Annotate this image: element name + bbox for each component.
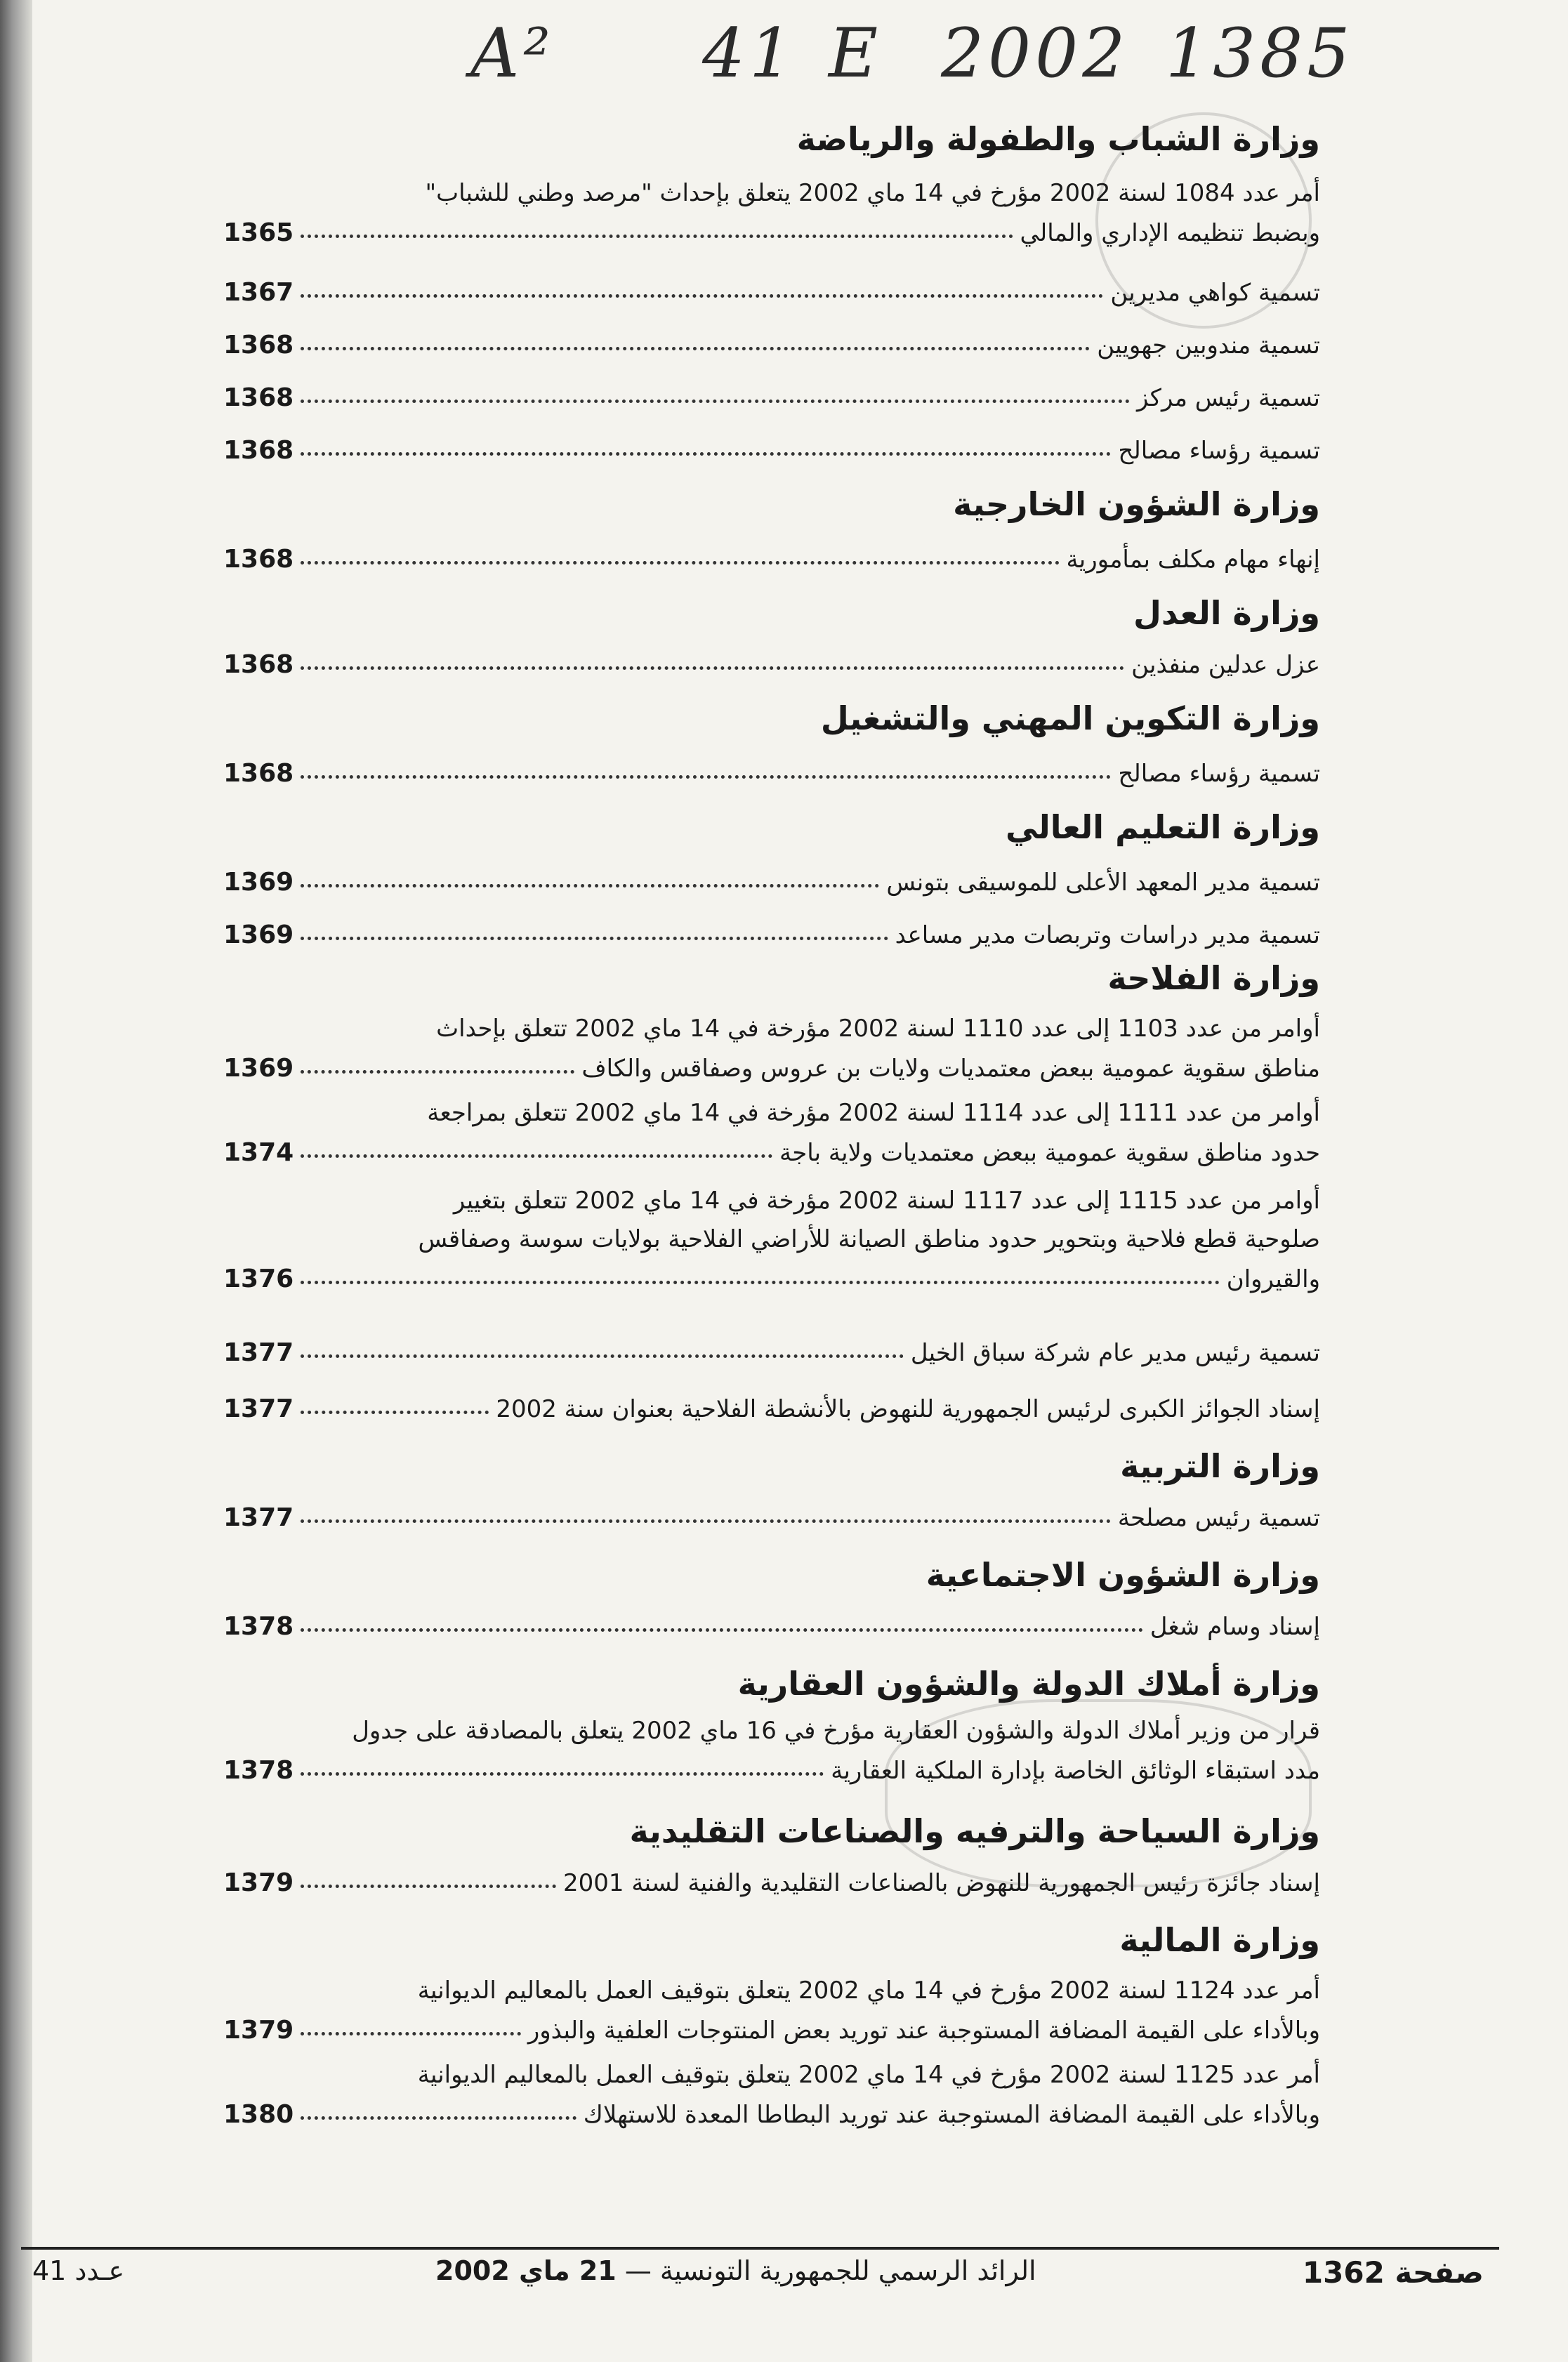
leader-dots: [301, 1628, 1143, 1632]
entry-text-line: حدود مناطق سقوية عمومية ببعض معتمديات ولاية باجة: [779, 1139, 1320, 1168]
section-heading: وزارة الفلاحة: [1107, 959, 1320, 997]
toc-entry[interactable]: [223, 1338, 1320, 1368]
entry-page-number: 1377: [223, 1338, 294, 1367]
entry-row: [223, 758, 1320, 789]
leader-dots: [301, 1772, 824, 1776]
entry-row: [223, 218, 1320, 248]
entry-text-line: والقيروان: [1226, 1265, 1320, 1293]
entry-page-number: 1378: [223, 1612, 294, 1641]
entry-row: [223, 1394, 1320, 1424]
section-heading: وزارة السياحة والترفيه والصناعات التقليدية: [629, 1812, 1320, 1850]
toc-entry[interactable]: [223, 1187, 1320, 1294]
leader-dots: [301, 937, 888, 940]
leader-dots: [301, 561, 1059, 565]
entry-row: [223, 435, 1320, 466]
entry-page-number: 1368: [223, 759, 294, 788]
toc-entry[interactable]: [223, 544, 1320, 574]
leader-dots: [301, 1885, 556, 1888]
section-heading: وزارة الشؤون الخارجية: [953, 485, 1320, 523]
entry-text-line: مناطق سقوية عمومية ببعض معتمديات ولايات بن عروس وصفاقس والكاف: [581, 1055, 1320, 1083]
entry-page-number: 1374: [223, 1137, 294, 1167]
footer-date: 21 ماي 2002: [435, 2255, 617, 2286]
entry-text-line: أوامر من عدد 1115 إلى عدد 1117 لسنة 2002 مؤرخة في 14 ماي 2002 تتعلق بتغيير: [453, 1187, 1320, 1215]
toc-entry[interactable]: [223, 179, 1320, 248]
entry-row: [223, 920, 1320, 950]
entry-text-line: أوامر من عدد 1111 إلى عدد 1114 لسنة 2002 مؤرخة في 14 ماي 2002 تتعلق بمراجعة: [427, 1099, 1320, 1127]
entry-page-number: 1369: [223, 868, 294, 897]
toc-entry[interactable]: [223, 920, 1320, 950]
handwritten-annotation: [463, 14, 1355, 105]
leader-dots: [301, 1154, 772, 1158]
entry-row: [223, 649, 1320, 680]
leader-dots: [301, 294, 1103, 298]
toc-entry[interactable]: [223, 383, 1320, 413]
leader-dots: [301, 775, 1111, 779]
toc-entry[interactable]: [223, 2061, 1320, 2130]
entry-page-number: 1368: [223, 545, 294, 574]
toc-entry[interactable]: [223, 277, 1320, 308]
entry-text-line: إسناد جائزة رئيس الجمهورية للنهوض بالصناعات التقليدية والفنية لسنة 2001: [563, 1869, 1320, 1898]
entry-row: [223, 277, 1320, 308]
leader-dots: [301, 1519, 1111, 1523]
section-heading: وزارة العدل: [1133, 594, 1320, 632]
entry-row: [223, 1137, 1320, 1168]
toc-entry[interactable]: [223, 435, 1320, 466]
entry-text-line: تسمية مندوبين جهويين: [1097, 331, 1320, 360]
entry-text-line: مدد استبقاء الوثائق الخاصة بإدارة الملكية العقارية: [831, 1757, 1320, 1786]
leader-dots: [301, 1354, 904, 1358]
footer-journal-name: الرائد الرسمي للجمهورية التونسية —: [624, 2255, 1036, 2286]
entry-row: [223, 867, 1320, 897]
section-heading: وزارة أملاك الدولة والشؤون العقارية: [737, 1665, 1320, 1703]
leader-dots: [301, 235, 1013, 238]
entry-page-number: 1365: [223, 218, 294, 247]
entry-page-number: 1368: [223, 331, 294, 359]
entry-text-line: وبالأداء على القيمة المضافة المستوجبة عند توريد بعض المنتوجات العلفية والبذور: [527, 2017, 1320, 2045]
toc-entry[interactable]: [223, 1099, 1320, 1168]
entry-row: [223, 1755, 1320, 1786]
entry-row: [223, 1611, 1320, 1642]
entry-page-number: 1368: [223, 650, 294, 679]
leader-dots: [301, 1411, 489, 1414]
entry-text-line: تسمية رؤساء مصالح: [1118, 760, 1320, 789]
entry-page-number: 1369: [223, 1053, 294, 1083]
entry-row: [223, 1338, 1320, 1368]
section-heading: وزارة التكوين المهني والتشغيل: [820, 699, 1320, 737]
toc-entry[interactable]: [223, 1394, 1320, 1424]
entry-page-number: 1368: [223, 383, 294, 412]
leader-dots: [301, 400, 1130, 403]
entry-text-line: أمر عدد 1125 لسنة 2002 مؤرخ في 14 ماي 2002 يتعلق بتوقيف العمل بالمعاليم الديوانية: [417, 2061, 1320, 2089]
entry-text-line: تسمية مدير دراسات وتربصات مدير مساعد: [895, 921, 1320, 950]
leader-dots: [301, 1281, 1220, 1284]
entry-page-number: 1379: [223, 2015, 294, 2045]
entry-page-number: 1380: [223, 2099, 294, 2129]
entry-row: [223, 544, 1320, 574]
section-heading: وزارة التعليم العالي: [1005, 808, 1320, 846]
entry-row: [223, 1053, 1320, 1083]
entry-row: [223, 1264, 1320, 1294]
footer-issue: عـدد 41: [32, 2255, 125, 2286]
entry-page-number: 1367: [223, 278, 294, 307]
entry-page-number: 1379: [223, 1868, 294, 1897]
entry-text-line: صلوحية قطع فلاحية وبتحوير حدود مناطق الصيانة للأراضي الفلاحية بولايات سوسة وصفاقس: [418, 1225, 1320, 1253]
entry-text-line: تسمية رئيس مدير عام شركة سباق الخيل: [910, 1339, 1320, 1368]
toc-entry[interactable]: [223, 1015, 1320, 1083]
leader-dots: [301, 666, 1124, 670]
entry-text-line: وبضبط تنظيمه الإداري والمالي: [1020, 219, 1320, 248]
toc-entry[interactable]: [223, 1611, 1320, 1642]
footer-journal: [435, 2255, 1036, 2286]
entry-text-line: قرار من وزير أملاك الدولة والشؤون العقارية مؤرخ في 16 ماي 2002 يتعلق بالمصادقة على جدول: [352, 1717, 1320, 1745]
toc-entry[interactable]: [223, 1868, 1320, 1898]
entry-text-line: وبالأداء على القيمة المضافة المستوجبة عند توريد البطاطا المعدة للاستهلاك: [583, 2101, 1320, 2130]
entry-page-number: 1378: [223, 1755, 294, 1785]
toc-entry[interactable]: [223, 867, 1320, 897]
handwritten-mark: E: [829, 14, 883, 93]
leader-dots: [301, 884, 879, 888]
entry-text-line: تسمية رئيس مركز: [1137, 384, 1320, 413]
entry-row: [223, 1868, 1320, 1898]
toc-entry[interactable]: [223, 758, 1320, 789]
leader-dots: [301, 452, 1111, 456]
entry-text-line: أمر عدد 1124 لسنة 2002 مؤرخ في 14 ماي 2002 يتعلق بتوقيف العمل بالمعاليم الديوانية: [417, 1977, 1320, 2005]
entry-page-number: 1376: [223, 1264, 294, 1293]
entry-text-line: إسناد الجوائز الكبرى لرئيس الجمهورية للنهوض بالأنشطة الفلاحية بعنوان سنة 2002: [496, 1395, 1320, 1424]
handwritten-mark: 1385: [1166, 14, 1355, 93]
footer-rule: [21, 2247, 1499, 2250]
entry-text-line: تسمية كواهي مديرين: [1110, 279, 1320, 308]
entry-text-line: تسمية رئيس مصلحة: [1117, 1504, 1320, 1533]
entry-text-line: تسمية رؤساء مصالح: [1118, 437, 1320, 466]
toc-entry[interactable]: [223, 330, 1320, 360]
entry-text-line: أمر عدد 1084 لسنة 2002 مؤرخ في 14 ماي 2002 يتعلق بإحداث "مرصد وطني للشباب": [425, 179, 1320, 207]
toc-entry[interactable]: [223, 1503, 1320, 1533]
section-heading: وزارة الشباب والطفولة والرياضة: [796, 120, 1320, 158]
toc-entry[interactable]: [223, 1717, 1320, 1786]
entry-page-number: 1369: [223, 921, 294, 949]
section-heading: وزارة التربية: [1120, 1447, 1320, 1485]
entry-page-number: 1377: [223, 1503, 294, 1532]
handwritten-mark: 2002: [941, 14, 1130, 93]
entry-page-number: 1368: [223, 436, 294, 465]
toc-entry[interactable]: [223, 1977, 1320, 2045]
leader-dots: [301, 347, 1090, 350]
entry-text-line: إسناد وسام شغل: [1149, 1613, 1320, 1642]
entry-page-number: 1377: [223, 1394, 294, 1423]
entry-row: [223, 2099, 1320, 2130]
entry-row: [223, 383, 1320, 413]
entry-text-line: أوامر من عدد 1103 إلى عدد 1110 لسنة 2002 مؤرخة في 14 ماي 2002 تتعلق بإحداث: [436, 1015, 1320, 1043]
entry-row: [223, 2015, 1320, 2045]
section-heading: وزارة الشؤون الاجتماعية: [925, 1556, 1320, 1594]
leader-dots: [301, 1070, 574, 1074]
footer-page-number: صفحة 1362: [1302, 2255, 1484, 2290]
handwritten-mark: A²: [470, 14, 555, 93]
entry-text-line: تسمية مدير المعهد الأعلى للموسيقى بتونس: [886, 869, 1320, 897]
leader-dots: [301, 2032, 521, 2036]
entry-text-line: عزل عدلين منفذين: [1131, 651, 1320, 680]
section-heading: وزارة المالية: [1119, 1921, 1320, 1959]
entry-text-line: إنهاء مهام مكلف بمأمورية: [1066, 546, 1320, 574]
binding-edge: [0, 0, 32, 2362]
entry-row: [223, 1503, 1320, 1533]
leader-dots: [301, 2116, 577, 2120]
entry-row: [223, 330, 1320, 360]
handwritten-mark: 41: [702, 14, 797, 93]
toc-entry[interactable]: [223, 649, 1320, 680]
